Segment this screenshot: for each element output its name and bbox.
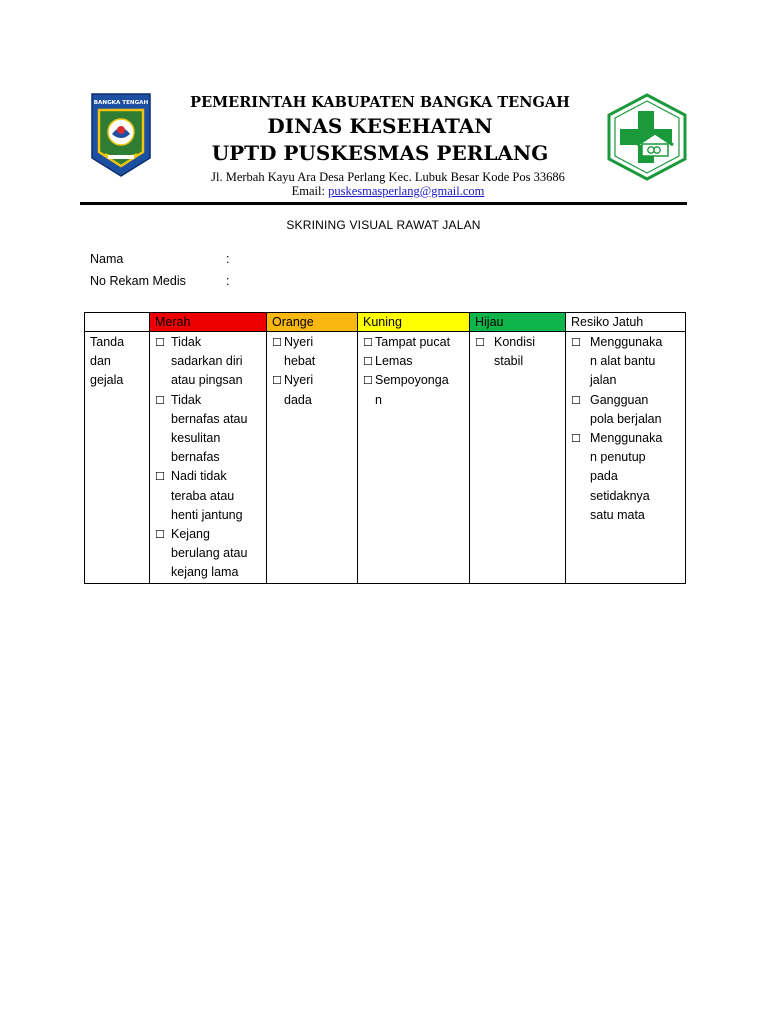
screening-table xyxy=(84,312,686,584)
letterhead-divider xyxy=(80,202,687,205)
checkbox-item xyxy=(155,391,262,468)
field-nama xyxy=(90,252,230,266)
puskesmas-cross-icon xyxy=(607,93,687,181)
checkbox-item xyxy=(363,371,465,409)
checkbox-label: Tampat pucat xyxy=(375,335,451,349)
merah-cell xyxy=(150,332,267,584)
checkbox-label: Menggunaka n penutup pada setidaknya satu mata xyxy=(590,431,663,522)
header-merah: Merah xyxy=(150,313,267,332)
row-label-line: Tanda xyxy=(90,335,125,349)
header-orange: Orange xyxy=(267,313,358,332)
letterhead xyxy=(160,93,600,167)
checkbox-label: Tidak bernafas atau kesulitan bernafas xyxy=(171,392,248,465)
field-label: Nama xyxy=(90,252,124,266)
checkbox[interactable]: ☐ xyxy=(272,336,282,349)
checkbox[interactable]: ☐ xyxy=(363,374,373,388)
checkbox-item xyxy=(571,429,681,525)
checkbox[interactable]: ☐ xyxy=(155,470,165,484)
checkbox[interactable]: ☐ xyxy=(363,355,373,369)
checkbox-item xyxy=(363,352,465,371)
field-no-rekam-medis xyxy=(90,274,230,288)
checkbox-label: Nadi tidak teraba atau henti jantung xyxy=(171,469,243,522)
hijau-cell xyxy=(470,332,566,584)
checkbox-item xyxy=(571,333,681,391)
checkbox-item xyxy=(155,525,262,583)
checkbox-label: Kondisi stabil xyxy=(494,335,535,369)
checkbox-item xyxy=(363,333,465,352)
header-kuning: Kuning xyxy=(358,313,470,332)
checkbox-label: Gangguan pola berjalan xyxy=(590,392,662,426)
form-title: SKRINING VISUAL RAWAT JALAN xyxy=(286,218,481,232)
checkbox-label: Nyeri dada xyxy=(284,373,314,407)
agency-name: DINAS KESEHATAN xyxy=(267,114,493,138)
row-label-line: dan xyxy=(90,354,111,369)
field-colon: : xyxy=(226,252,230,266)
table-header-row xyxy=(85,313,686,332)
government-name: PEMERINTAH KABUPATEN BANGKA TENGAH xyxy=(190,94,570,111)
row-label-cell xyxy=(85,332,150,584)
checkbox-label: Menggunaka n alat bantu jalan xyxy=(590,335,663,388)
header-empty-cell xyxy=(85,313,150,332)
checkbox[interactable]: ☐ xyxy=(571,432,581,446)
checkbox[interactable]: ☐ xyxy=(363,336,373,349)
checkbox-label: Lemas xyxy=(375,354,413,369)
checkbox-item xyxy=(155,333,262,391)
email-line xyxy=(168,184,608,199)
resiko-jatuh-cell xyxy=(566,332,686,584)
facility-name: UPTD PUSKESMAS PERLANG xyxy=(211,141,549,165)
table-row xyxy=(85,332,686,584)
checkbox-label: Sempoyonga n xyxy=(375,373,449,407)
checkbox-label: Nyeri hebat xyxy=(284,335,316,369)
field-label: No Rekam Medis xyxy=(90,274,186,288)
email-label: Email: xyxy=(291,184,329,198)
row-label-line: gejala xyxy=(90,373,124,388)
orange-cell xyxy=(267,332,358,584)
checkbox[interactable]: ☐ xyxy=(475,336,485,349)
checkbox-item xyxy=(571,391,681,429)
logo-left-text: BANGKA TENGAH xyxy=(93,100,149,106)
checkbox-label: Tidak sadarkan diri atau pingsan xyxy=(171,335,243,388)
checkbox[interactable]: ☐ xyxy=(155,336,165,349)
email-link[interactable]: puskesmasperlang@gmail.com xyxy=(328,184,485,198)
checkbox[interactable]: ☐ xyxy=(272,374,282,388)
checkbox-item xyxy=(475,333,561,371)
header-resiko-jatuh: Resiko Jatuh xyxy=(566,313,686,332)
checkbox-item xyxy=(272,333,353,371)
kuning-cell xyxy=(358,332,470,584)
checkbox-item xyxy=(155,467,262,525)
checkbox-label: Kejang berulang atau kejang lama xyxy=(171,527,248,580)
field-colon: : xyxy=(226,274,230,288)
checkbox[interactable]: ☐ xyxy=(571,393,581,407)
checkbox-item xyxy=(272,371,353,409)
checkbox[interactable]: ☐ xyxy=(155,393,165,407)
header-hijau: Hijau xyxy=(470,313,566,332)
checkbox[interactable]: ☐ xyxy=(155,528,165,542)
checkbox[interactable]: ☐ xyxy=(571,336,581,349)
regency-crest-icon xyxy=(90,92,152,178)
address-line: Jl. Merbah Kayu Ara Desa Perlang Kec. Lubuk Besar Kode Pos 33686 xyxy=(211,170,565,184)
